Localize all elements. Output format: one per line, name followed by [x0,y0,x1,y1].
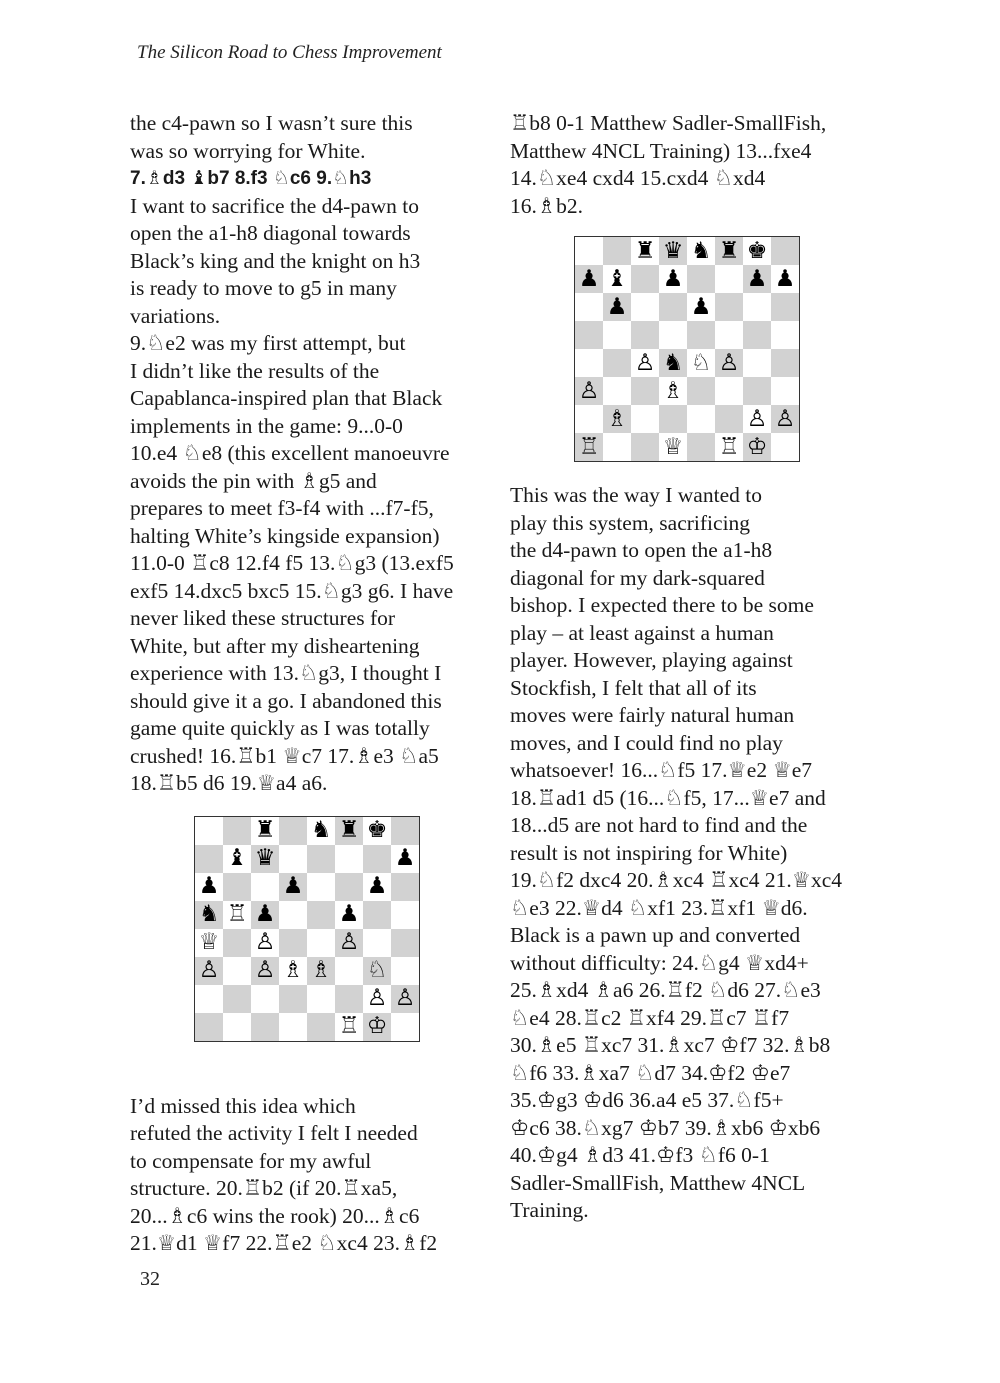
text-line: 11.0-0 ♖c8 12.f4 f5 13.♘g3 (13.exf5 [130,551,454,575]
square-c1 [631,433,659,461]
square-h2 [771,405,799,433]
black-pawn-icon: ♟ [690,293,712,320]
square-a2 [575,405,603,433]
white-pawn-icon: ♙ [338,929,360,955]
chess-diagram-2 [574,236,800,462]
white-pawn-icon: ♙ [578,377,600,404]
square-h3 [391,957,419,985]
square-e2 [307,985,335,1013]
text-line: structure. 20.♖b2 (if 20.♖xa5, [130,1176,398,1200]
square-c5 [251,901,279,929]
square-d7 [279,845,307,873]
diagram-1-wrap [130,798,490,1093]
text-line: was so worrying for White. [130,138,366,163]
square-h5 [391,901,419,929]
square-f6 [715,293,743,321]
square-f7 [715,265,743,293]
text-line: without difficulty: 24.♘g4 ♕xd4+ [510,950,809,975]
square-c8 [251,817,279,845]
white-rook-icon: ♖ [226,901,248,927]
square-c1 [251,1013,279,1041]
white-rook-icon: ♖ [718,433,740,460]
text-line: 9.♘e2 was my first attempt, but [130,331,406,355]
square-g6 [743,293,771,321]
square-a3 [195,957,223,985]
square-e7 [307,845,335,873]
square-c2 [631,405,659,433]
square-a2 [195,985,223,1013]
square-d8 [659,237,687,265]
white-pawn-icon: ♙ [718,349,740,376]
square-h2 [391,985,419,1013]
square-c2 [251,985,279,1013]
square-e8 [687,237,715,265]
square-g3 [363,957,391,985]
text-line: crushed! 16.♖b1 ♕c7 17.♗e3 ♘a5 [130,743,439,768]
square-g7 [363,845,391,873]
left-top-text [130,110,490,165]
square-h1 [391,1013,419,1041]
square-g8 [743,237,771,265]
text-line: 20...♗c6 wins the rook) 20...♗c6 [130,1203,420,1228]
black-pawn-icon: ♟ [774,265,796,292]
square-h4 [771,349,799,377]
square-g6 [363,873,391,901]
black-pawn-icon: ♟ [282,873,304,899]
text-line: ♘e3 22.♕d4 ♘xf1 23.♖xf1 ♕d6. [510,895,808,920]
square-f1 [335,1013,363,1041]
black-knight-icon: ♞ [198,901,220,927]
text-line: moves, and I could find no play [510,730,783,755]
text-line: moves were fairly natural human [510,703,795,727]
square-b4 [603,349,631,377]
square-a7 [575,265,603,293]
square-c8 [631,237,659,265]
black-pawn-icon: ♟ [578,265,600,292]
white-bishop-icon: ♗ [606,405,628,432]
square-a8 [575,237,603,265]
text-line: refuted the activity I felt I needed [130,1121,418,1145]
square-g5 [363,901,391,929]
square-b5 [223,901,251,929]
square-c7 [631,265,659,293]
black-knight-icon: ♞ [310,817,332,843]
square-e1 [307,1013,335,1041]
square-b3 [223,957,251,985]
square-g1 [363,1013,391,1041]
square-a4 [195,929,223,957]
square-d7 [659,265,687,293]
black-pawn-icon: ♟ [338,901,360,927]
square-f8 [715,237,743,265]
square-f2 [335,985,363,1013]
black-king-icon: ♚ [746,237,768,264]
text-line: is ready to move to g5 in many [130,276,397,300]
square-a5 [195,901,223,929]
square-f3 [335,957,363,985]
square-a3 [575,377,603,405]
black-queen-icon: ♛ [662,237,684,264]
text-line: 21.♕d1 ♕f7 22.♖e2 ♘xc4 23.♗f2 [130,1231,438,1255]
white-pawn-icon: ♙ [366,985,388,1011]
black-knight-icon: ♞ [662,349,684,376]
square-e5 [687,321,715,349]
text-line: 16.♗b2. [510,193,584,218]
right-column [510,110,870,1225]
square-h1 [771,433,799,461]
square-g4 [743,349,771,377]
text-line: avoids the pin with ♗g5 and [130,468,377,493]
square-b8 [603,237,631,265]
text-line: result is not inspiring for White) [510,840,788,865]
square-h8 [771,237,799,265]
text-line: I’d missed this idea which [130,1093,356,1118]
text-line: 18...d5 are not hard to find and the [510,813,808,837]
black-king-icon: ♚ [366,817,388,843]
black-bishop-icon: ♝ [226,845,248,871]
text-line: variations. [130,303,221,328]
square-b8 [223,817,251,845]
text-line: 25.♗xd4 ♗a6 26.♖f2 ♘d6 27.♘e3 [510,978,821,1002]
black-rook-icon: ♜ [254,817,276,843]
square-b2 [223,985,251,1013]
diagram-2-wrap [510,220,870,482]
square-b1 [223,1013,251,1041]
text-line: ♘e4 28.♖c2 ♖xf4 29.♖c7 ♖f7 [510,1005,790,1030]
text-line: Black’s king and the knight on h3 [130,248,421,273]
square-d3 [279,957,307,985]
square-f7 [335,845,363,873]
square-d1 [279,1013,307,1041]
white-rook-icon: ♖ [338,1013,360,1039]
text-line: Capablanca-inspired plan that Black [130,386,443,410]
square-b7 [603,265,631,293]
square-g4 [363,929,391,957]
move-heading: 7.♗d3 ♝b7 8.f3 ♘c6 9.♘h3 [130,168,372,189]
square-b5 [603,321,631,349]
square-h6 [771,293,799,321]
square-h5 [771,321,799,349]
square-a6 [195,873,223,901]
square-b6 [603,293,631,321]
text-line: game quite quickly as I was totally [130,716,430,740]
square-e4 [307,929,335,957]
white-bishop-icon: ♗ [310,957,332,983]
square-c7 [251,845,279,873]
square-b7 [223,845,251,873]
square-a7 [195,845,223,873]
black-knight-icon: ♞ [690,237,712,264]
square-g8 [363,817,391,845]
white-pawn-icon: ♙ [634,349,656,376]
white-pawn-icon: ♙ [774,405,796,432]
square-a4 [575,349,603,377]
square-d8 [279,817,307,845]
square-e4 [687,349,715,377]
square-c5 [631,321,659,349]
text-line: Matthew 4NCL Training) 13...fxe4 [510,138,812,163]
white-pawn-icon: ♙ [254,957,276,983]
right-bottom-text [510,482,870,1225]
text-line: This was the way I wanted to [510,483,762,507]
square-f3 [715,377,743,405]
square-d4 [279,929,307,957]
text-line: implements in the game: 9...0-0 [130,413,403,438]
text-line: I want to sacrifice the d4-pawn to [130,193,419,218]
white-king-icon: ♔ [366,1013,388,1039]
text-line: Black is a pawn up and converted [510,923,801,947]
running-head: The Silicon Road to Chess Improvement [137,42,442,63]
black-rook-icon: ♜ [634,237,656,264]
text-line: play this system, sacrificing [510,510,751,535]
square-c6 [251,873,279,901]
square-c6 [631,293,659,321]
white-king-icon: ♔ [746,433,768,460]
square-f4 [335,929,363,957]
white-pawn-icon: ♙ [254,929,276,955]
text-line: 10.e4 ♘e8 (this excellent manoeuvre [130,441,450,465]
text-line: Sadler-SmallFish, Matthew 4NCL [510,1170,806,1195]
text-line: experience with 13.♘g3, I thought I [130,661,442,685]
square-b3 [603,377,631,405]
text-line: exf5 14.dxc5 bxc5 15.♘g3 g6. I have [130,578,454,603]
square-c4 [631,349,659,377]
square-c4 [251,929,279,957]
text-line: Training. [510,1198,589,1222]
square-e5 [307,901,335,929]
white-bishop-icon: ♗ [662,377,684,404]
square-d6 [279,873,307,901]
square-d5 [659,321,687,349]
text-line: 40.♔g4 ♗d3 41.♔f3 ♘f6 0-1 [510,1143,770,1167]
black-pawn-icon: ♟ [254,901,276,927]
black-rook-icon: ♜ [718,237,740,264]
square-h4 [391,929,419,957]
square-f2 [715,405,743,433]
square-f5 [715,321,743,349]
chess-diagram-1 [194,816,420,1042]
white-pawn-icon: ♙ [394,985,416,1011]
text-line: open the a1-h8 diagonal towards [130,221,411,245]
text-line: to compensate for my awful [130,1148,372,1173]
square-g2 [743,405,771,433]
text-line: never liked these structures for [130,606,396,630]
square-e3 [307,957,335,985]
white-queen-icon: ♕ [198,929,220,955]
square-f5 [335,901,363,929]
black-pawn-icon: ♟ [746,265,768,292]
square-b2 [603,405,631,433]
square-f8 [335,817,363,845]
square-a1 [575,433,603,461]
square-g2 [363,985,391,1013]
square-e3 [687,377,715,405]
page-number: 32 [140,1268,160,1290]
white-bishop-icon: ♗ [282,957,304,983]
square-e2 [687,405,715,433]
white-knight-icon: ♘ [690,349,712,376]
square-b1 [603,433,631,461]
square-d4 [659,349,687,377]
square-h6 [391,873,419,901]
text-line: I didn’t like the results of the [130,358,380,383]
square-c3 [631,377,659,405]
text-line: ♖b8 0-1 Matthew Sadler-SmallFish, [510,111,827,135]
black-pawn-icon: ♟ [662,265,684,292]
text-line: ♔c6 38.♘xg7 ♔b7 39.♗xb6 ♔xb6 [510,1115,821,1140]
text-line: 35.♔g3 ♔d6 36.a4 e5 37.♘f5+ [510,1088,784,1112]
square-h3 [771,377,799,405]
square-e6 [307,873,335,901]
square-d3 [659,377,687,405]
square-f6 [335,873,363,901]
black-bishop-icon: ♝ [606,265,628,292]
black-pawn-icon: ♟ [198,873,220,899]
text-line: bishop. I expected there to be some [510,593,814,617]
white-pawn-icon: ♙ [746,405,768,432]
text-line: 14.♘xe4 cxd4 15.cxd4 ♘xd4 [510,166,766,190]
left-bottom-text [130,1093,490,1258]
text-line: player. However, playing against [510,648,793,672]
right-top-text [510,110,870,220]
white-rook-icon: ♖ [578,433,600,460]
square-h7 [391,845,419,873]
text-line: should give it a go. I abandoned this [130,688,442,713]
square-d2 [279,985,307,1013]
square-a6 [575,293,603,321]
white-pawn-icon: ♙ [198,957,220,983]
black-queen-icon: ♛ [254,845,276,871]
square-b4 [223,929,251,957]
square-e8 [307,817,335,845]
black-pawn-icon: ♟ [394,845,416,871]
text-line: 30.♗e5 ♖xc7 31.♗xc7 ♔f7 32.♗b8 [510,1033,831,1057]
square-e7 [687,265,715,293]
square-d5 [279,901,307,929]
text-line: prepares to meet f3-f4 with ...f7-f5, [130,496,434,520]
square-b6 [223,873,251,901]
square-c3 [251,957,279,985]
square-g3 [743,377,771,405]
square-e6 [687,293,715,321]
square-e1 [687,433,715,461]
square-d2 [659,405,687,433]
black-pawn-icon: ♟ [366,873,388,899]
text-line: White, but after my disheartening [130,633,420,658]
square-h7 [771,265,799,293]
square-a1 [195,1013,223,1041]
text-line: 19.♘f2 dxc4 20.♗xc4 ♖xc4 21.♕xc4 [510,868,843,892]
text-line: Stockfish, I felt that all of its [510,675,757,700]
left-column [130,110,490,1258]
square-d6 [659,293,687,321]
text-line: 18.♖ad1 d5 (16...♘f5, 17...♕e7 and [510,785,826,810]
text-line: halting White’s kingside expansion) [130,523,440,548]
white-knight-icon: ♘ [366,957,388,983]
black-pawn-icon: ♟ [606,293,628,320]
text-line: the c4-pawn so I wasn’t sure this [130,111,413,135]
square-d1 [659,433,687,461]
text-line: whatsoever! 16...♘f5 17.♕e2 ♕e7 [510,758,813,782]
square-h8 [391,817,419,845]
square-f4 [715,349,743,377]
white-queen-icon: ♕ [662,433,684,460]
black-rook-icon: ♜ [338,817,360,843]
text-line: diagonal for my dark-squared [510,565,765,590]
left-mid-text [130,193,490,798]
square-g5 [743,321,771,349]
square-g1 [743,433,771,461]
text-line: play – at least against a human [510,620,774,645]
square-a8 [195,817,223,845]
text-line: the d4-pawn to open the a1-h8 [510,538,773,562]
square-a5 [575,321,603,349]
text-line: ♘f6 33.♗xa7 ♘d7 34.♔f2 ♔e7 [510,1060,791,1085]
square-g7 [743,265,771,293]
square-f1 [715,433,743,461]
text-line: 18.♖b5 d6 19.♕a4 a6. [130,771,328,795]
